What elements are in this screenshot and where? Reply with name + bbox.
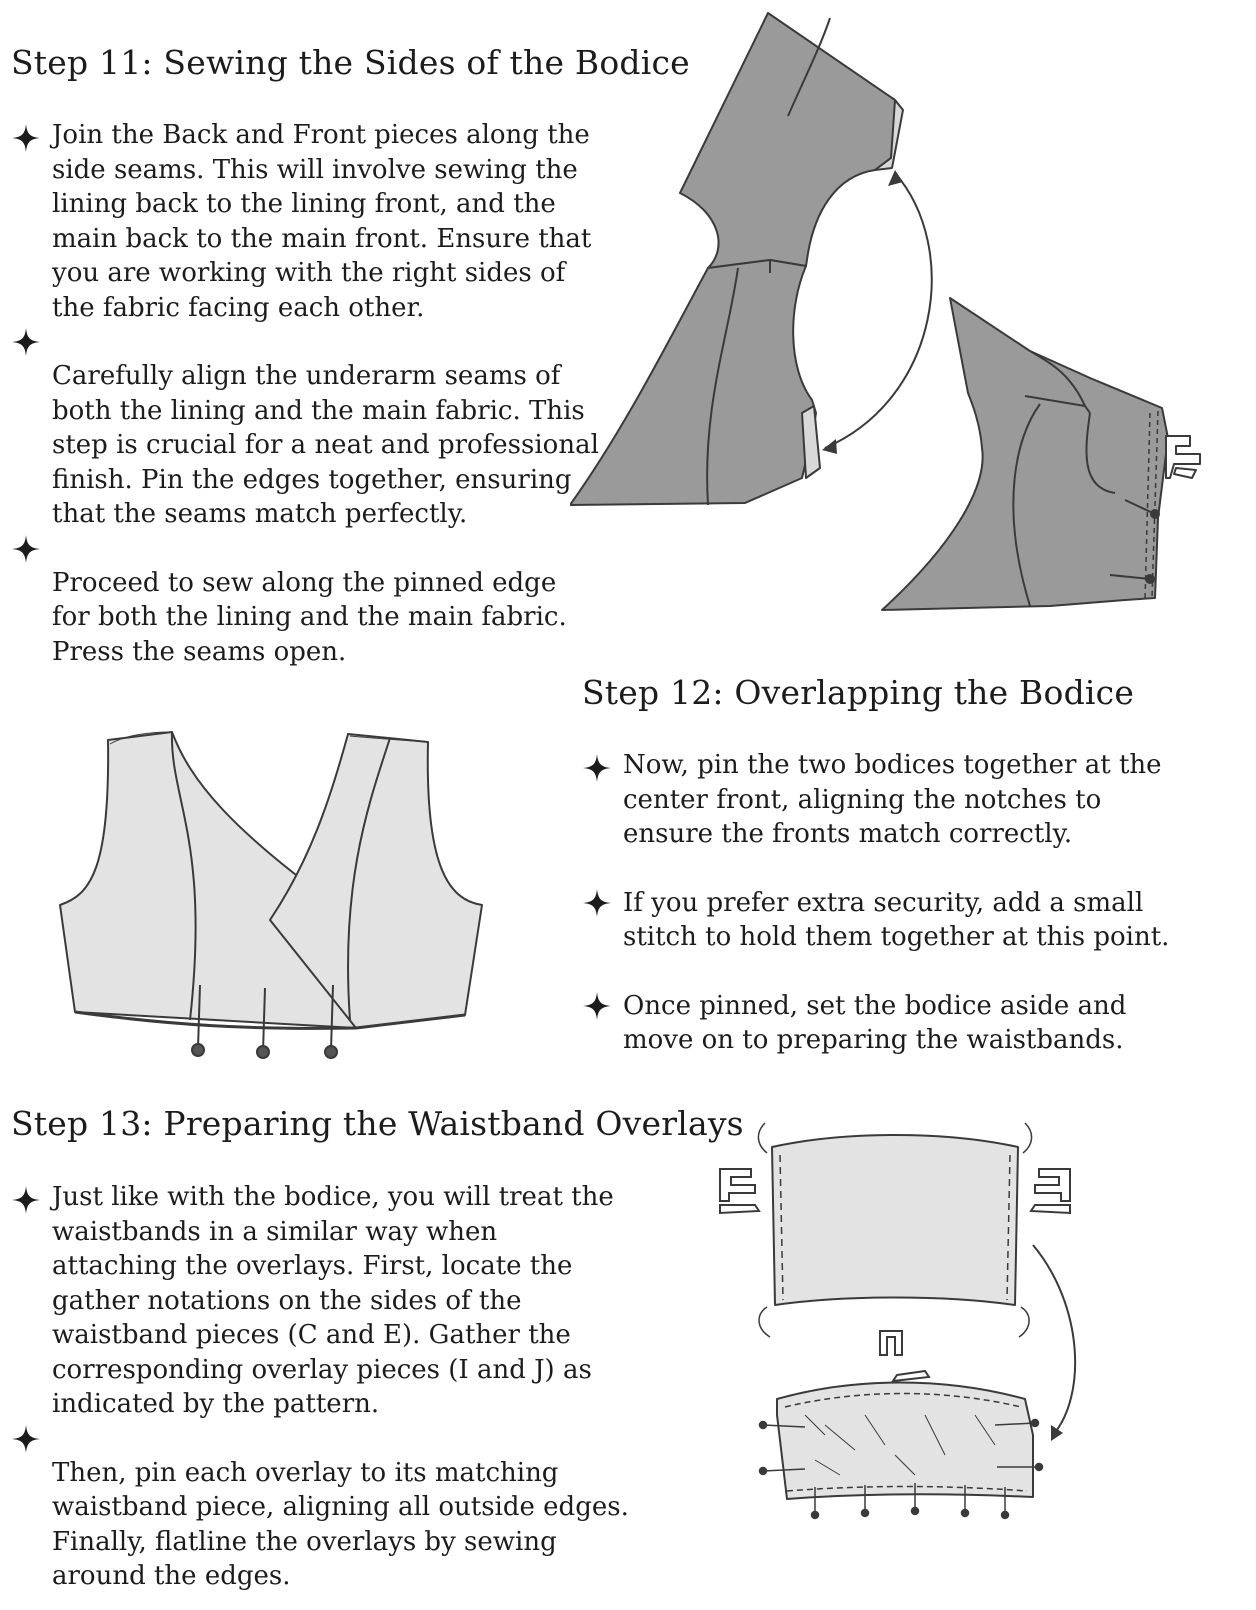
step12-bullet-3-text: Once pinned, set the bodice aside and move on to preparing the waistbands.: [623, 990, 1127, 1055]
step13-list: [10, 1180, 630, 1594]
step11-bullet-3: [10, 566, 600, 670]
waistband-overlay-illustration: [715, 1115, 1095, 1535]
step11-heading: Step 11: Sewing the Sides of the Bodice: [11, 43, 690, 82]
step12-bullet-2-text: If you prefer extra security, add a small stitch to hold them together at this point.: [623, 887, 1170, 952]
four-point-star-icon: [10, 1423, 42, 1455]
four-point-star-icon: [581, 990, 613, 1022]
step12-heading: Step 12: Overlapping the Bodice: [582, 673, 1135, 712]
four-point-star-icon: [10, 533, 42, 565]
step11-list: [10, 118, 600, 669]
step13-bullet-2-text: Then, pin each overlay to its matching waistband piece, aligning all outside edges. Finally, flatline the overlays by sewing around the edges.: [52, 1457, 629, 1591]
side-seam-illustration: [570, 8, 1210, 628]
step11-bullet-3-text: Proceed to sew along the pinned edge for both the lining and the main fabric. Press the seams open.: [52, 567, 567, 667]
step13-bullet-2: [10, 1456, 630, 1594]
four-point-star-icon: [581, 887, 613, 919]
step11-bullet-2: [10, 359, 600, 532]
step13-heading: Step 13: Preparing the Waistband Overlays: [11, 1104, 744, 1143]
step11-bullet-1: [10, 118, 600, 325]
step12-bullet-3: [581, 989, 1191, 1058]
four-point-star-icon: [10, 122, 42, 154]
step12-bullet-1: [581, 748, 1191, 852]
overlapping-bodice-illustration: [50, 720, 500, 1070]
step13-bullet-1-text: Just like with the bodice, you will treat the waistbands in a similar way when attaching the overlays. First, locate the gather notations on the sides of the waistband pieces (C and E). Gather the corresponding overlay pieces (I and J) as indicated by the pattern.: [52, 1182, 614, 1419]
step12-bullet-1-text: Now, pin the two bodices together at the center front, aligning the notches to ensure the fronts match correctly.: [623, 750, 1162, 849]
four-point-star-icon: [10, 1184, 42, 1216]
step13-bullet-1: [10, 1180, 630, 1422]
step11-bullet-2-text: Carefully align the underarm seams of both the lining and the main fabric. This step is crucial for a neat and professional finish. Pin the edges together, ensuring that the seams match perfectly.: [52, 361, 599, 529]
step11-bullet-1-text: Join the Back and Front pieces along the side seams. This will involve sewing the lining back to the lining front, and the main back to the main front. Ensure that you are working with the right sides of the fabric facing each other.: [52, 120, 592, 323]
step12-bullet-2: [581, 886, 1191, 955]
four-point-star-icon: [581, 752, 613, 784]
four-point-star-icon: [10, 326, 42, 358]
step12-list: [581, 748, 1191, 1058]
